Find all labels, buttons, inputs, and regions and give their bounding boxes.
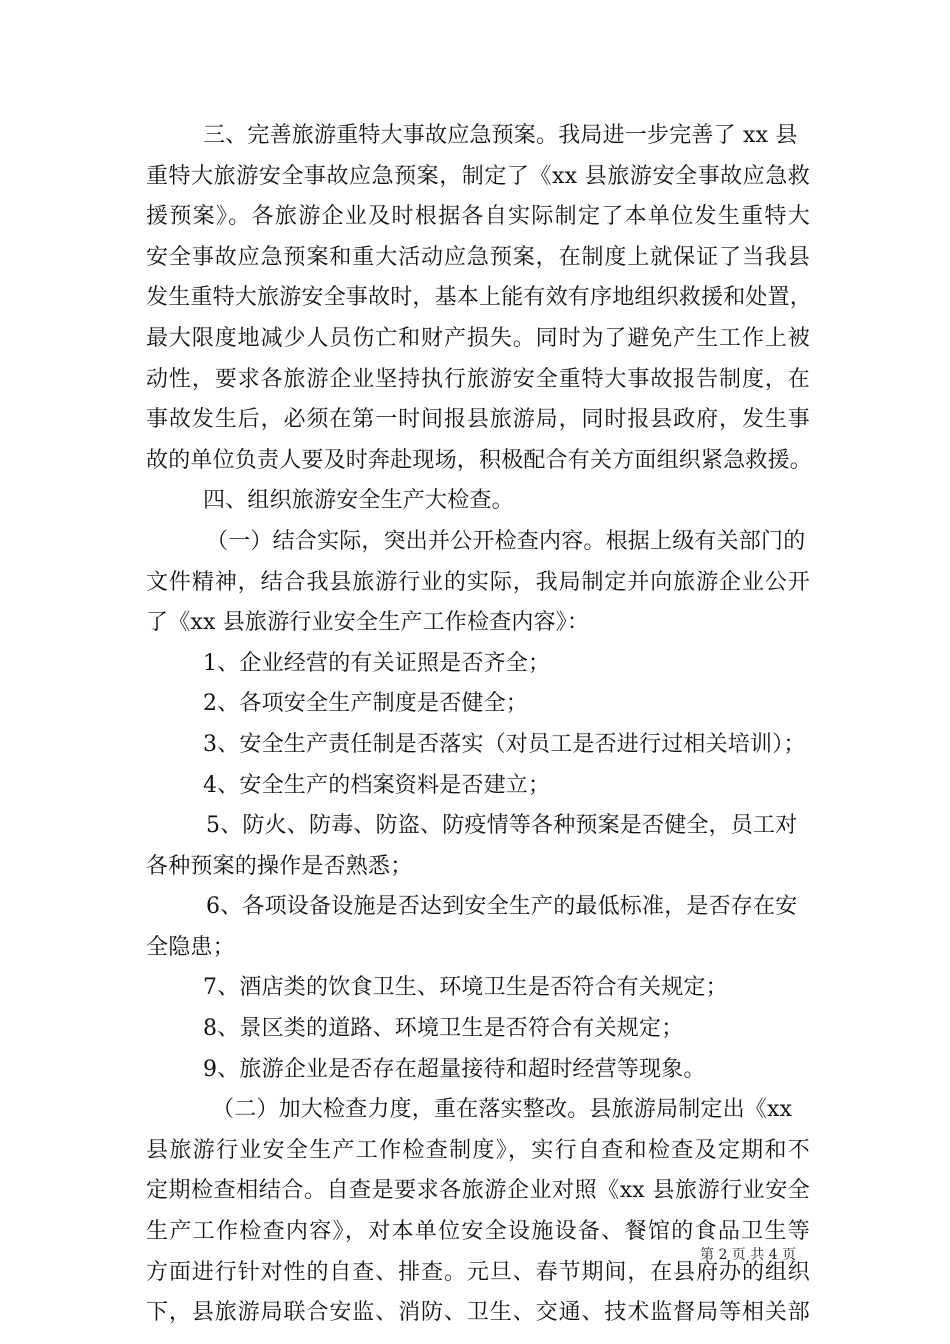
- paragraph-line: 最大限度地减少人员伤亡和财产损失。同时为了避免产生工作上被: [146, 325, 810, 351]
- paragraph-line: 下，县旅游局联合安监、消防、卫生、交通、技术监督局等相关部: [146, 1300, 810, 1326]
- paragraph-line: 生产工作检查内容》，对本单位安全设施设备、餐馆的食品卫生等: [146, 1219, 810, 1245]
- list-item: 2、各项安全生产制度是否健全；: [203, 691, 528, 717]
- list-item: 5、防火、防毒、防盗、防疫情等各种预案是否健全，员工对: [206, 813, 798, 839]
- list-item: 9、旅游企业是否存在超量接待和超时经营等现象。: [203, 1056, 706, 1082]
- list-item-continuation: 全隐患；: [146, 934, 235, 960]
- paragraph-line: 动性，要求各旅游企业坚持执行旅游安全重特大事故报告制度，在: [146, 366, 810, 392]
- paragraph-line: 安全事故应急预案和重大活动应急预案，在制度上就保证了当我县: [146, 244, 810, 270]
- paragraph-line: 发生重特大旅游安全事故时，基本上能有效有序地组织救援和处置，: [146, 285, 813, 311]
- section-heading: 四、组织旅游安全生产大检查。: [203, 488, 514, 514]
- page-number-footer: 第 2 页 共 4 页: [700, 1247, 797, 1263]
- paragraph-line: 重特大旅游安全事故应急预案，制定了《xx 县旅游安全事故应急救: [146, 163, 810, 189]
- paragraph-line: 了《xx 县旅游行业安全生产工作检查内容》：: [146, 610, 590, 636]
- paragraph-line: 定期检查相结合。自查是要求各旅游企业对照《xx 县旅游行业安全: [146, 1178, 810, 1204]
- list-item: 1、企业经营的有关证照是否齐全；: [203, 650, 551, 676]
- paragraph-line: 方面进行针对性的自查、排查。元旦、春节期间，在县府办的组织: [146, 1259, 810, 1285]
- paragraph-line: 县旅游行业安全生产工作检查制度》，实行自查和检查及定期和不: [146, 1137, 810, 1163]
- paragraph-line: （二）加大检查力度，重在落实整改。县旅游局制定出《xx: [212, 1097, 793, 1123]
- list-item: 6、各项设备设施是否达到安全生产的最低标准，是否存在安: [206, 894, 798, 920]
- list-item: 4、安全生产的档案资料是否建立；: [203, 772, 551, 798]
- document-body: [146, 116, 813, 1334]
- paragraph-line: 援预案》。各旅游企业及时根据各自实际制定了本单位发生重特大: [146, 204, 810, 230]
- paragraph-line: 事故发生后，必须在第一时间报县旅游局，同时报县政府，发生事: [146, 407, 810, 433]
- paragraph-line: 故的单位负责人要及时奔赴现场，积极配合有关方面组织紧急救援。: [146, 447, 813, 473]
- paragraph-line: 文件精神，结合我县旅游行业的实际，我局制定并向旅游企业公开: [146, 569, 810, 595]
- paragraph-line: 三、完善旅游重特大事故应急预案。我局进一步完善了 xx 县: [203, 123, 798, 148]
- list-item: 7、酒店类的饮食卫生、环境卫生是否符合有关规定；: [203, 975, 728, 1001]
- list-item: 3、安全生产责任制是否落实（对员工是否进行过相关培训）；: [203, 731, 806, 757]
- paragraph-line: （一）结合实际，突出并公开检查内容。根据上级有关部门的: [206, 528, 806, 554]
- list-item: 8、景区类的道路、环境卫生是否符合有关规定；: [203, 1016, 684, 1042]
- list-item-continuation: 各种预案的操作是否熟悉；: [146, 853, 413, 879]
